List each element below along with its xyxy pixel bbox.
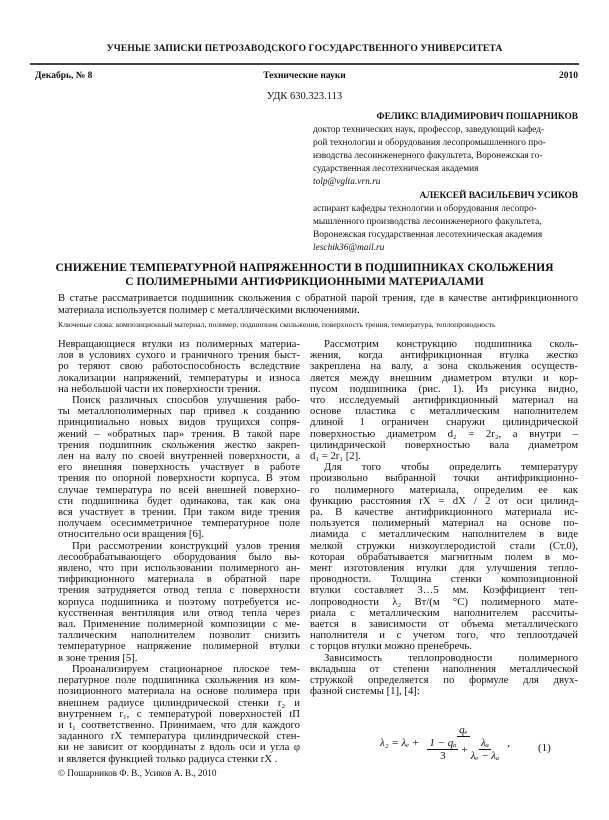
text-line: При рассмотрении конструкций узлов трения <box>72 540 300 552</box>
journal-title: УЧЕНЫЕ ЗАПИСКИ ПЕТРОЗАВОДСКОГО ГОСУДАРСТВЕННОГО УНИВЕРСИТЕТА <box>106 43 503 54</box>
equation-number: (1) <box>538 742 551 754</box>
paragraph <box>310 653 578 698</box>
text-line: Поиск различных способов улучшения рабо- <box>72 395 300 407</box>
text-line: которая обрабатывается магнитным полем в мо- <box>310 551 578 563</box>
text-line: получаем осесимметричное температурное поле <box>58 518 300 530</box>
author-1 <box>313 111 578 190</box>
author-affiliation-line: сударственная лесотехническая академия <box>313 164 479 175</box>
article-title-line: СНИЖЕНИЕ ТЕМПЕРАТУРНОЙ НАПРЯЖЕННОСТИ В ПОДШИПНИКАХ СКОЛЬЖЕНИЯ <box>55 261 554 274</box>
text-line: втулки составляет 3…5 мм. Коэффициент теп- <box>310 585 578 597</box>
text-line: мелкой стружки низкоуглеродистой стали (Ст.0), <box>310 540 578 552</box>
paragraph <box>58 664 300 765</box>
formula-term1 <box>427 737 458 762</box>
abstract-line: материала используется полимер с металлическими включениями. <box>58 305 360 317</box>
formula-term1-num: 1 − qₐ <box>429 737 457 749</box>
text-line: лен на валу по своей внутренней поверхности, а <box>58 451 300 463</box>
section-name: Технические науки <box>263 71 346 81</box>
text-line: мент изготовления втулки для улучшения тепло- <box>310 563 578 575</box>
text-line: лесообрабатывающего оборудования было вы- <box>58 551 300 563</box>
text-line: лиамида с металлическим наполнителем в виде <box>310 529 578 541</box>
formula-term1-den: 3 <box>440 750 446 762</box>
author-affiliation-line: доктор технических наук, профессор, заведующий кафед- <box>313 125 545 136</box>
text-line: вся участвует в трении. При таком виде трения <box>58 507 300 519</box>
paragraph <box>310 462 578 652</box>
formula-plus: + <box>461 743 468 756</box>
text-line: явлено, что при использовании полимерного ан- <box>58 563 300 575</box>
formula-1 <box>380 724 510 762</box>
text-line: с торцов втулки можно пренебречь. <box>310 641 472 653</box>
text-line: ляется между внешним диаметром втулки и кор- <box>310 372 578 384</box>
formula-term2 <box>471 737 500 762</box>
text-line: поверхностью диаметром d₂ = 2r₂, а внутри – <box>310 428 578 440</box>
article-title <box>0 261 609 288</box>
header-rule <box>30 63 579 65</box>
formula-term2-num: λₐ <box>480 737 489 749</box>
formula-denominator <box>422 737 504 762</box>
formula-comma: , <box>507 737 511 749</box>
author-email[interactable]: tolp@vglta.vrn.ru <box>313 177 381 188</box>
formula-term2-den: λₑ − λₐ <box>470 750 500 762</box>
text-line: локализации напряжений, температуры и износа <box>58 372 300 384</box>
text-line: что исследуемый антифрикционный материал на <box>310 395 578 407</box>
text-line: позиционного материала на основе полимера при <box>58 686 300 698</box>
text-line: стружкой определяется по формуле для двух- <box>310 675 578 687</box>
author-2 <box>313 190 578 255</box>
text-line: тифрикционного материала в обратной паре <box>58 574 300 586</box>
author-name: АЛЕКСЕЙ ВАСИЛЬЕВИЧ УСИКОВ <box>419 190 578 201</box>
text-line: принципиально новых видов трущихся сопря- <box>58 417 300 429</box>
text-line: закреплена на валу, а зона скольжения осуществ- <box>310 361 578 373</box>
text-line: наполнителя и с учетом того, что теплоотдачей <box>310 630 578 642</box>
text-line: ки не зависит от координаты z вдоль оси и угла φ <box>58 742 300 754</box>
text-line: риала с металлическим наполнителем рассчиты- <box>310 607 578 619</box>
text-line: проводности. Толщина стенки композиционной <box>310 574 578 586</box>
text-line: длиной l ограничен снаружи цилиндрической <box>310 417 578 429</box>
abstract <box>58 293 578 318</box>
text-line: случае температура по всей внешней поверхно- <box>58 484 300 496</box>
text-line: ты металлополимерных пар привел к созданию <box>58 406 300 418</box>
paragraph <box>58 339 300 395</box>
text-line: произвольно выбранной точки антифрикционно- <box>310 473 578 485</box>
text-line: d₁ = 2r₁ [2]. <box>310 451 361 463</box>
text-line: заданного rX температура цилиндрической стен- <box>58 731 300 743</box>
text-line: внешнем радиусе цилиндрической стенки r₂ и <box>58 697 300 709</box>
text-line: основе пластика с металлическим наполнителем <box>310 406 578 418</box>
author-affiliation-line: аспирант кафедры технологии и оборудования лесопро- <box>313 203 537 214</box>
text-line: и t₁ соответственно. Принимаем, что для каждого <box>58 719 300 731</box>
author-affiliation-line: Воронежская государственная лесотехническая академия <box>313 229 543 240</box>
text-line: трения подшипник скольжения жестко закреп- <box>58 439 300 451</box>
text-line: в зоне трения [5]. <box>58 652 138 664</box>
paragraph <box>58 395 300 541</box>
text-line: ра. В качестве антифрикционного материала ис- <box>310 507 578 519</box>
text-line: цилиндрической поверхностью вала диаметром <box>310 439 578 451</box>
text-line: таллическим наполнителем позволит снизить <box>58 630 300 642</box>
author-email[interactable]: leschik36@mail.ru <box>313 242 385 253</box>
formula-main-fraction <box>422 724 504 762</box>
formula-lhs: λ₂ = λₑ + <box>380 737 420 749</box>
article-title-line: С ПОЛИМЕРНЫМИ АНТИФРИКЦИОННЫМИ МАТЕРИАЛАМИ <box>125 274 484 288</box>
text-line: вкладыша от степени наполнения металлической <box>310 663 578 675</box>
text-line: жения, когда антифрикционная втулка жестко <box>310 350 578 362</box>
keywords: Ключевые слова: композиционный материал, полимер, подшипник скольжения, поверхность трения, температура, теплопроводность <box>58 320 496 329</box>
text-line: жений – «обратных пар» трения. В такой паре <box>58 428 300 440</box>
issue-year: 2010 <box>559 71 578 81</box>
text-line: корпуса подшипника и поэтому потребуется ис- <box>58 596 300 608</box>
text-line: Для того чтобы определить температуру <box>324 462 578 474</box>
text-line: и является функцией только радиуса стенки rX . <box>58 753 278 765</box>
paragraph <box>310 339 578 462</box>
text-line: кусственная вентиляция или отвод тепла через <box>58 607 300 619</box>
text-line: на небольшой части их поверхности трения. <box>58 383 261 395</box>
text-line: пользуется полимерный материал на основе по- <box>310 518 578 530</box>
abstract-line: В статье рассматривается подшипник скольжения с обратной парой трения, где в качестве антифрикционного <box>58 293 578 304</box>
text-line: температурное напряжение полимерной втулки <box>58 641 300 653</box>
text-line: сти подшипника будет одинакова, так как она <box>58 495 300 507</box>
text-line: Зависимость теплопроводности полимерного <box>324 652 578 664</box>
text-line: пусом подшипника (рис. 1). Из рисунка видно, <box>310 383 578 395</box>
text-line: его внешняя поверхность участвует в работе <box>58 462 300 474</box>
paragraph <box>58 541 300 664</box>
author-affiliation-line: мышленного производства лесоинженерного факультета, <box>313 216 542 227</box>
copyright: © Пошарников Ф. В., Усиков А. В., 2010 <box>58 768 217 778</box>
text-line: Проанализируем стационарное плоское тем- <box>72 663 300 675</box>
formula-numerator: qₑ <box>459 724 468 736</box>
text-line: фазной системы [1], [4]: <box>310 686 420 698</box>
left-column <box>58 339 300 765</box>
issue-number: Декабрь, № 8 <box>35 71 93 81</box>
text-line: лопроводности λ₂ Вт/(м °С) полимерного мате- <box>310 596 578 608</box>
text-line: Рассмотрим конструкцию подшипника сколь- <box>324 339 578 350</box>
text-line: пературное поле подшипника скольжения из ком- <box>58 675 300 687</box>
author-affiliation-line: изводства лесоинженерного факультета, Воронежская го- <box>313 151 543 162</box>
author-name: ФЕЛИКС ВЛАДИМИРОВИЧ ПОШАРНИКОВ <box>376 112 578 122</box>
text-line: ро теряют свою работоспособность вследствие <box>58 361 300 373</box>
text-line: вал. Применение полимерной композиции с ме- <box>58 619 300 631</box>
authors-block <box>313 111 578 255</box>
text-line: относительно оси вращения [6]. <box>58 529 205 541</box>
text-line: внутреннем r₁, с температурой поверхностей tП <box>58 708 300 720</box>
text-line: трения по опорной поверхности корпуса. В этом <box>58 473 300 485</box>
text-line: Невращающиеся втулки из полимерных материа- <box>58 339 300 350</box>
text-line: функцию расстояния rX = dX / 2 от оси цилинд- <box>310 495 578 507</box>
udk-code: УДК 630.323.113 <box>266 91 343 102</box>
text-line: вается в зависимости от объема металлического <box>310 619 578 631</box>
text-line: го полимерного материала, определим ее как <box>310 484 578 496</box>
text-line: трения затрудняется отвод тепла с поверхности <box>58 585 300 597</box>
author-affiliation-line: рой технологии и оборудования лесопромышленного про- <box>313 138 546 149</box>
text-line: лов в условиях сухого и граничного трения быст- <box>58 350 300 362</box>
right-column <box>310 339 578 698</box>
